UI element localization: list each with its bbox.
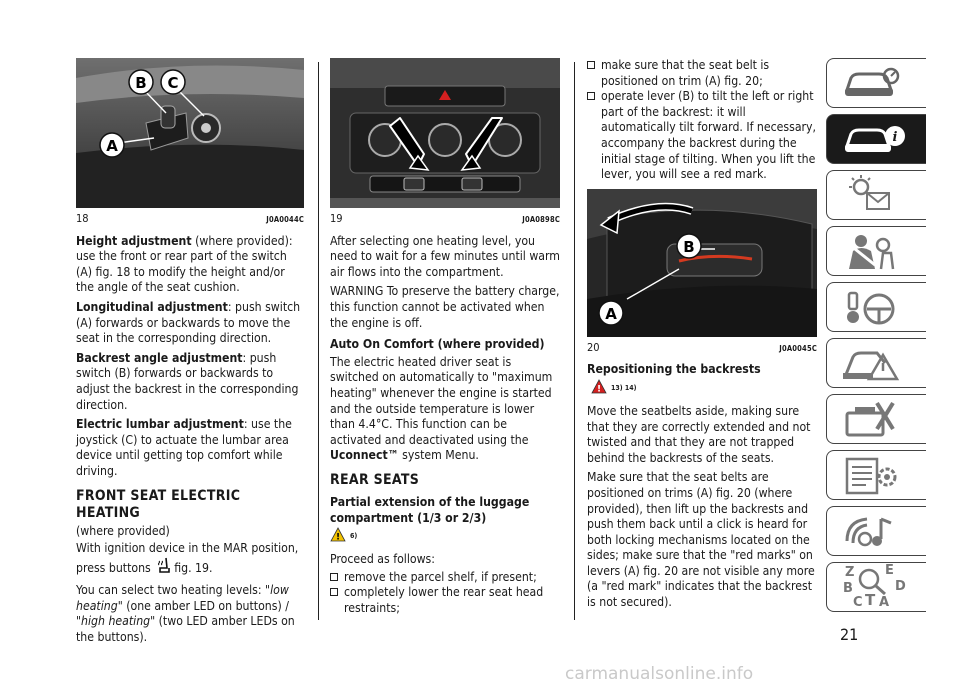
figure-label-b: B — [683, 237, 695, 256]
figure-label-c: C — [167, 74, 179, 92]
paragraph-levels — [76, 583, 304, 645]
paragraph-proceed: Proceed as follows: — [330, 552, 435, 567]
paragraph-lock-backrests: Make sure that the seat belts are positioned on trims (A) fig. 20 (where provided), then lift up the backrests and push them back until a click is heard for both locking mechanisms located on the sides; make sure that the "red marks" on levers (A) fig. 20 are not visible any more (a "red mark" indicates that the backrest is not secured). — [587, 470, 815, 610]
warning-number: 6) — [350, 532, 358, 541]
maintenance-icon — [841, 399, 901, 439]
text-fig19: fig. 19. — [174, 560, 213, 575]
paragraph-warning: WARNING To preserve the battery charge, this function cannot be activated when the engine is off. — [330, 284, 560, 330]
paragraph-longitudinal — [76, 300, 304, 347]
paragraph-ignition — [76, 541, 304, 579]
text-levels-3: " (two LED amber LEDs on the buttons). — [76, 614, 295, 645]
figure-label-b: B — [135, 74, 147, 92]
text-lumbar: : use the joystick (C) to actuate the lumbar area device until getting top comfort while driving. — [76, 417, 292, 478]
index-letter: A — [879, 595, 890, 610]
figure-label-a: A — [605, 304, 617, 323]
term-longitudinal: Longitudinal adjustment — [76, 299, 228, 314]
text-backrest: : push switch (B) forwards or backwards to adjust the backrest in the corresponding direction. — [76, 350, 299, 412]
text-ignition: With ignition device in the MAR position, press buttons — [76, 541, 299, 575]
index-letter: E — [885, 563, 894, 578]
paragraph-height — [76, 234, 304, 296]
figure-number: 20 — [587, 340, 600, 354]
text-levels-1: You can select two heating levels: " — [76, 583, 271, 598]
list-item-text: make sure that the seat belt is positioned on trim (A) fig. 20; — [601, 58, 770, 88]
list-item-text: operate lever (B) to tilt the left or right part of the backrest: it will automatically tilt forward. If necessary, accompany the backrest during the initial stage of tilting. When you lift the lever, you will see a red mark. — [601, 89, 817, 182]
figure-caption — [587, 340, 817, 357]
tab-index[interactable] — [826, 562, 926, 612]
text-system-menu: system Menu. — [398, 448, 479, 463]
safety-icon — [841, 231, 901, 271]
list-item-text: completely lower the rear seat head restraints; — [344, 585, 544, 615]
dashboard-icon — [841, 66, 901, 100]
warning-reference — [330, 528, 560, 546]
svg-text:!: ! — [335, 532, 341, 543]
paragraph-wait: After selecting one heating level, you need to wait for a few minutes until warm air flows into the compartment. — [330, 233, 560, 279]
technical-data-icon — [841, 455, 901, 495]
text-height: (where provided): use the front or rear part of the switch (A) fig. 18 to modify the height and/or the angle of the seat cushion. — [76, 233, 293, 295]
paragraph-move-belts: Move the seatbelts aside, making sure that they are correctly extended and not twisted and that they are not trapped behind the backrests of the seats. — [587, 403, 811, 465]
figure-code: J0A0044C — [266, 215, 304, 224]
checkbox-bullet-icon — [330, 573, 338, 581]
car-info-icon — [841, 122, 907, 156]
lights-icon — [841, 175, 901, 215]
index-letter: D — [895, 579, 906, 594]
text-uconnect: Uconnect™ — [330, 448, 399, 463]
index-letter: C — [853, 595, 863, 610]
subhead-partial-extension: Partial extension of the luggage compartment (1/3 or 2/3) — [330, 494, 530, 525]
tab-technical-data[interactable] — [826, 450, 926, 500]
figure-caption — [330, 211, 560, 228]
emergency-icon — [841, 343, 901, 383]
page-number: 21 — [840, 625, 859, 644]
text-high-heating: high heating — [81, 614, 151, 629]
term-height: Height adjustment — [76, 233, 192, 248]
checkbox-bullet-icon — [330, 588, 338, 596]
section-title-rear-seats: REAR SEATS — [330, 471, 420, 488]
list-item — [587, 89, 817, 183]
index-letter: B — [843, 581, 853, 596]
text-longitudinal: : push switch (A) forwards or backwards to move the seat in the corresponding direction. — [76, 299, 301, 346]
column-2 — [330, 58, 560, 616]
index-icon — [841, 565, 907, 609]
figure-code: J0A0898C — [522, 215, 560, 224]
term-lumbar: Electric lumbar adjustment — [76, 417, 244, 432]
paragraph-backrest — [76, 351, 304, 413]
list-item — [587, 58, 817, 89]
list-item-text: remove the parcel shelf, if present; — [344, 569, 537, 584]
paragraph-lumbar — [76, 417, 304, 479]
column-divider — [574, 62, 575, 620]
column-1 — [76, 58, 304, 650]
list-item — [330, 585, 560, 616]
subhead-auto-on: Auto On Comfort (where provided) — [330, 337, 545, 352]
where-provided: (where provided) — [76, 523, 170, 538]
warning-number: 13) 14) — [611, 384, 637, 393]
figure-number: 19 — [330, 212, 343, 225]
warning-triangle-icon — [330, 527, 346, 547]
warning-triangle-icon — [591, 379, 607, 399]
list-item — [330, 570, 560, 586]
svg-text:!: ! — [596, 384, 602, 395]
chapter-tabs — [826, 58, 928, 618]
tab-lights[interactable] — [826, 170, 926, 220]
index-letter: Z — [845, 565, 855, 580]
subhead-repositioning: Repositioning the backrests — [587, 362, 761, 377]
index-letter: T — [865, 591, 876, 609]
column-3 — [587, 58, 817, 615]
heating-buttons-photo — [330, 58, 560, 208]
figure-code: J0A0045C — [779, 343, 817, 353]
text-levels-2: " (one amber LED on buttons) / " — [76, 598, 289, 629]
seat-heater-icon — [157, 557, 171, 580]
starting-driving-icon — [841, 287, 901, 327]
figure-number: 18 — [76, 212, 89, 225]
svg-text:i: i — [892, 130, 898, 145]
warning-reference — [587, 380, 817, 398]
section-title-heating: FRONT SEAT ELECTRIC HEATING — [76, 487, 241, 521]
tab-dashboard[interactable] — [826, 58, 926, 108]
tab-starting-driving[interactable] — [826, 282, 926, 332]
text-low-heating: low heating — [76, 583, 289, 613]
multimedia-icon — [841, 511, 901, 551]
checkbox-bullet-icon — [587, 61, 595, 69]
figure-label-a: A — [106, 137, 118, 155]
paragraph-auto-on — [330, 355, 560, 464]
checkbox-bullet-icon — [587, 92, 595, 100]
tab-multimedia[interactable] — [826, 506, 926, 556]
watermark: carmanualsonline.info — [565, 664, 754, 684]
tab-emergency[interactable] — [826, 338, 926, 388]
figure-caption — [76, 211, 304, 228]
seat-controls-photo — [76, 58, 304, 208]
column-divider — [318, 62, 319, 620]
tab-car-info[interactable] — [826, 114, 926, 164]
rear-seat-photo — [587, 189, 817, 337]
text-auto-on: The electric heated driver seat is switched on automatically to "maximum heating" whenever the engine is started and the outside temperature is lower than 4.4°C. This function can be activated and deactivated using the — [330, 354, 553, 447]
tab-safety[interactable] — [826, 226, 926, 276]
term-backrest: Backrest angle adjustment — [76, 350, 243, 365]
tab-maintenance[interactable] — [826, 394, 926, 444]
